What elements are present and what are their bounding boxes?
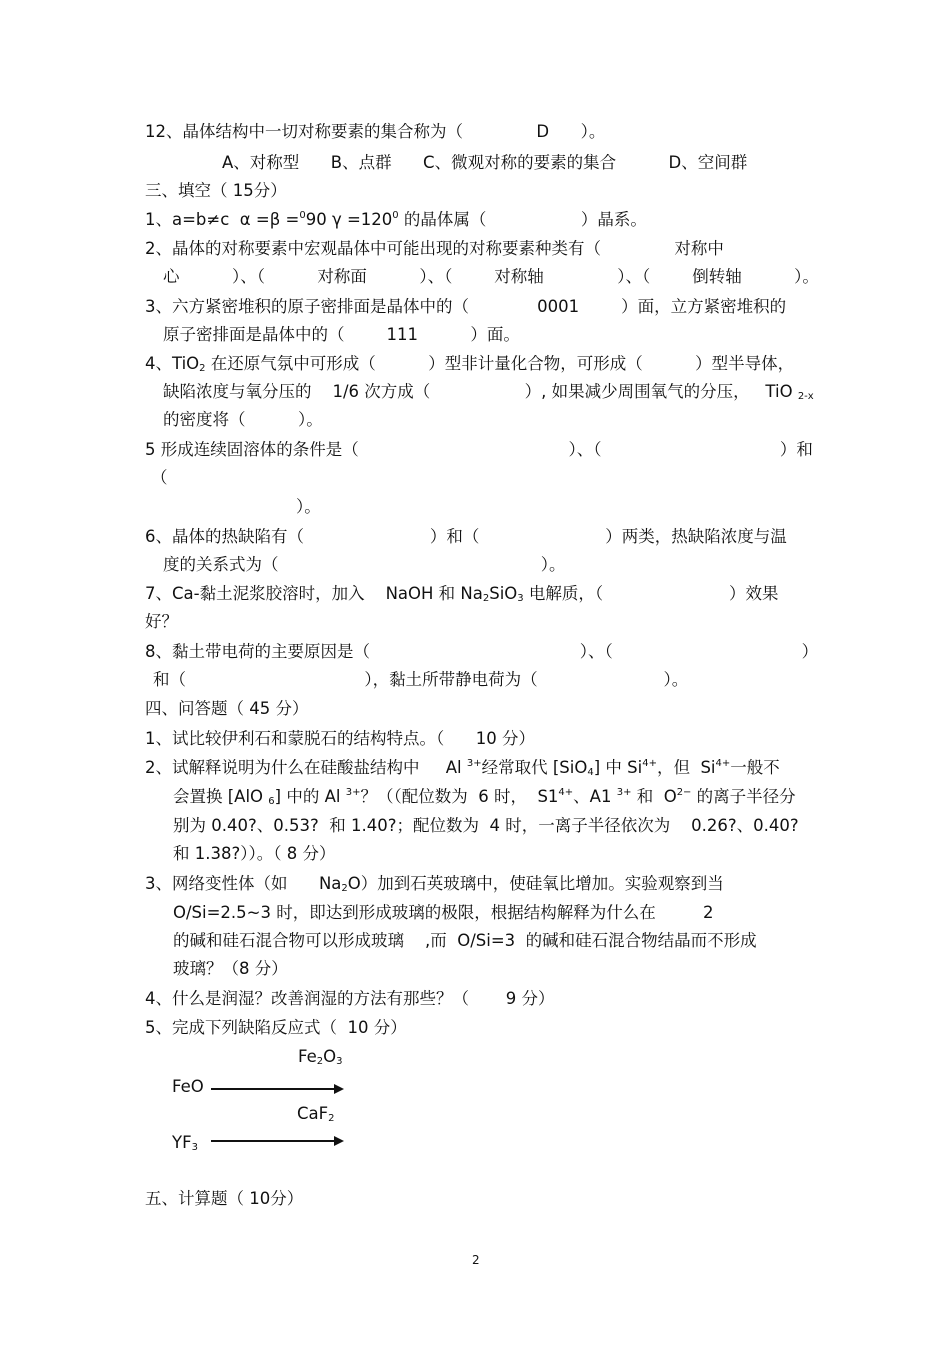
text-line: 和（ ），黏土所带静电荷为（ ）。 bbox=[153, 670, 689, 689]
reaction-arrow-shaft bbox=[211, 1088, 336, 1090]
text-line: 7、Ca-黏土泥浆胶溶时，加入 NaOH 和 $Na_2SiO_3$ 电解质，（ ）效果 bbox=[145, 584, 779, 604]
text-line: O/Si=2.5~3 时，即达到形成玻璃的极限，根据结构解释为什么在 2 bbox=[173, 903, 714, 922]
text-line: 五、计算题（ 10分） bbox=[145, 1189, 304, 1208]
text-line: 度的关系式为（ ）。 bbox=[163, 555, 566, 574]
text-line: 玻璃？（8 分） bbox=[173, 959, 288, 978]
text-line: 1、a=b≠c α =β =$^0$90 $\gamma =120^0$ 的晶体属（ ）晶系。 bbox=[145, 210, 647, 229]
text-line: 和 1.38?））。（ 8 分） bbox=[173, 844, 336, 863]
arrow-head-icon bbox=[334, 1136, 344, 1146]
text-line: CaF$_2$ bbox=[297, 1104, 335, 1124]
text-line: 6、晶体的热缺陷有（ ）和（ ）两类，热缺陷浓度与温 bbox=[145, 527, 787, 546]
text-line: 别为 0.40?、0.53? 和 1.40?；配位数为 4 时，一离子半径依次为 0.26?、0.40? bbox=[173, 816, 799, 835]
text-line: 会置换 [AlO $_6$] 中的 Al $^{3+}$？（（配位数为 6 时， $S1^{4+}$、A1 $^{3+}$ 和 $O^{2-}$ 的离子半径分 bbox=[173, 787, 796, 807]
text-line: 3、网络变性体（如 $Na_2O$）加到石英玻璃中，使硅氧比增加。实验观察到当 bbox=[145, 874, 724, 894]
reaction-arrow-shaft bbox=[211, 1140, 336, 1142]
text-line: 12、晶体结构中一切对称要素的集合称为（ D ）。 bbox=[145, 122, 606, 141]
arrow-head-icon bbox=[334, 1084, 344, 1094]
text-line: 好？ bbox=[145, 612, 178, 631]
text-line: 原子密排面是晶体中的（ 111 ）面。 bbox=[163, 325, 520, 344]
text-line: 2、晶体的对称要素中宏观晶体中可能出现的对称要素种类有（ 对称中 bbox=[145, 239, 724, 258]
text-line: $YF_3$ bbox=[172, 1133, 198, 1153]
text-line: A、对称型 B、点群 C、微观对称的要素的集合 D、空间群 bbox=[222, 153, 748, 172]
text-line: 5、完成下列缺陷反应式（ 10 分） bbox=[145, 1018, 407, 1037]
text-line: 4、TiO$_2$ 在还原气氛中可形成（ ）型非计量化合物，可形成（ ）型半导体， bbox=[145, 354, 795, 374]
text-line: 5 形成连续固溶体的条件是（ ）、（ ）和 bbox=[145, 440, 813, 459]
text-line: 心 ）、（ 对称面 ）、（ 对称轴 ）、（ 倒转轴 ）。 bbox=[163, 267, 819, 286]
page-number: 2 bbox=[472, 1253, 480, 1267]
text-line: 的碱和硅石混合物可以形成玻璃 ,而 O/Si=3 的碱和硅石混合物结晶而不形成 bbox=[173, 931, 757, 950]
text-line: 三、填空（ 15分） bbox=[145, 181, 287, 200]
text-line: 1、试比较伊利石和蒙脱石的结构特点。（ 10 分） bbox=[145, 729, 535, 748]
text-line: 缺陷浓度与氧分压的 1/6 次方成（ ）, 如果减少周围氧气的分压， TiO $_{2-x}$ bbox=[163, 382, 814, 402]
text-line: 4、什么是润湿？改善润湿的方法有那些？（ 9 分） bbox=[145, 989, 555, 1008]
text-line: 2、试解释说明为什么在硅酸盐结构中 Al $^{3+}$经常取代 [SiO$_4$] 中 $Si^{4+}$，但 $Si^{4+}$一般不 bbox=[145, 758, 780, 778]
text-line: 8、黏土带电荷的主要原因是（ ）、（ ） bbox=[145, 642, 819, 661]
text-line: （ bbox=[151, 468, 168, 487]
text-line: 四、问答题（ 45 分） bbox=[145, 699, 309, 718]
text-line: FeO bbox=[172, 1077, 204, 1096]
text-line: 3、六方紧密堆积的原子密排面是晶体中的（ 0001 ）面，立方紧密堆积的 bbox=[145, 297, 787, 316]
text-line: $Fe_2O_3$ bbox=[298, 1047, 343, 1067]
text-line: 的密度将（ ）。 bbox=[163, 410, 323, 429]
text-line: ）。 bbox=[296, 497, 321, 516]
